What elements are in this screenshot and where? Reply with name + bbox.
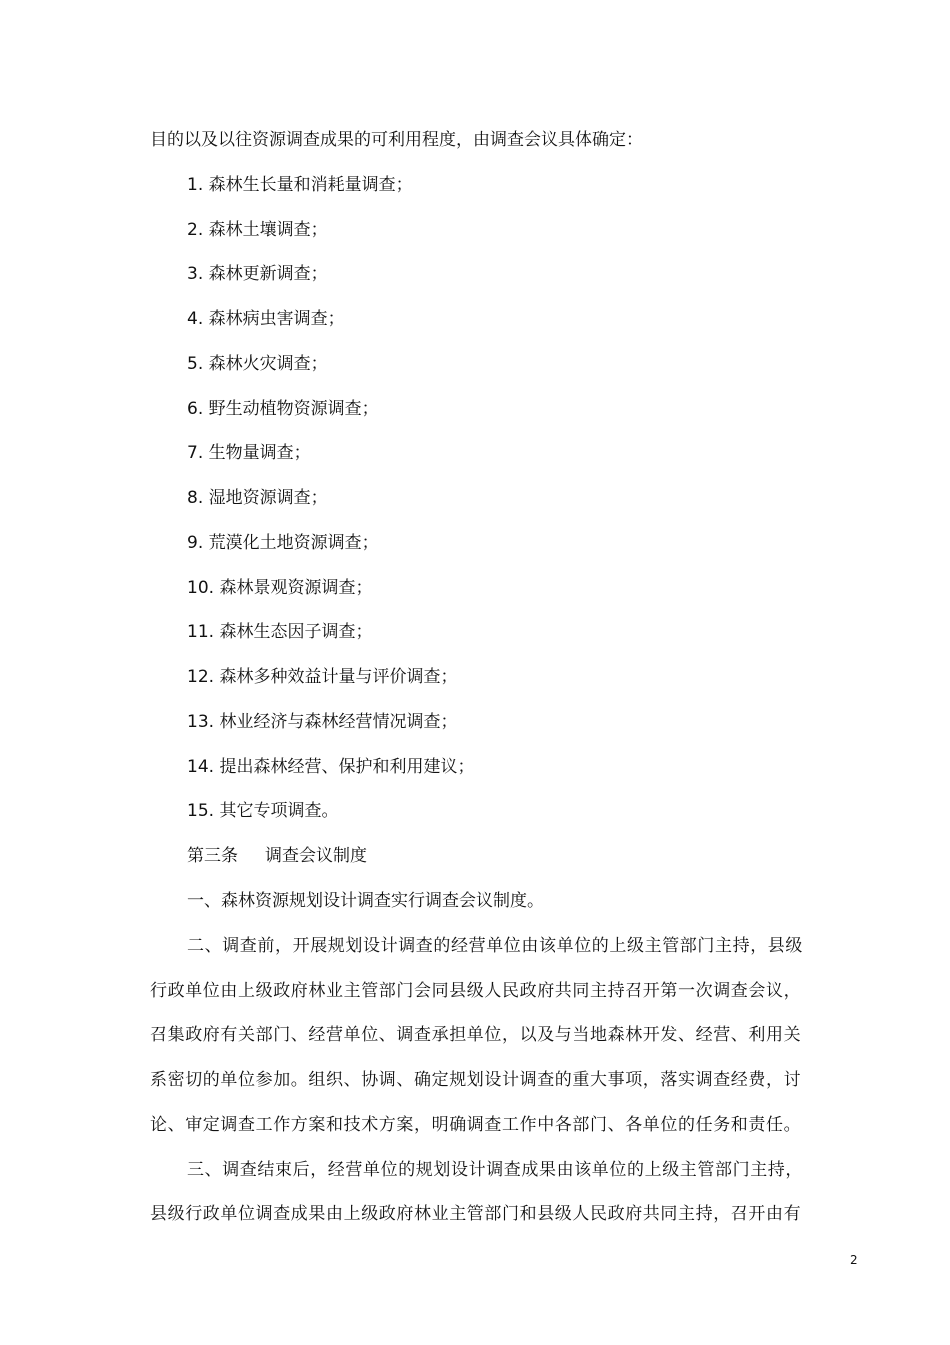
intro-line: 目的以及以往资源调查成果的可利用程度，由调查会议具体确定： — [150, 130, 643, 150]
list-item: 2. 森林土壤调查； — [187, 220, 328, 240]
list-item: 12. 森林多种效益计量与评价调查； — [187, 667, 458, 687]
paragraph-2-line: 行政单位由上级政府林业主管部门会同县级人民政府共同主持召开第一次调查会议， — [150, 981, 802, 1001]
list-item: 5. 森林火灾调查； — [187, 354, 328, 374]
list-item: 6. 野生动植物资源调查； — [187, 399, 379, 419]
list-item: 3. 森林更新调查； — [187, 264, 328, 284]
list-item: 9. 荒漠化土地资源调查； — [187, 533, 379, 553]
paragraph-2-line: 召集政府有关部门、经营单位、调查承担单位，以及与当地森林开发、经营、利用关 — [150, 1025, 802, 1045]
list-item: 8. 湿地资源调查； — [187, 488, 328, 508]
paragraph-2-line: 二、调查前，开展规划设计调查的经营单位由该单位的上级主管部门主持，县级 — [187, 936, 803, 956]
list-item: 11. 森林生态因子调查； — [187, 622, 373, 642]
list-item: 10. 森林景观资源调查； — [187, 578, 373, 598]
page-number: 2 — [850, 1253, 858, 1267]
paragraph-2-line: 系密切的单位参加。组织、协调、确定规划设计调查的重大事项，落实调查经费，讨 — [150, 1070, 802, 1090]
list-item: 7. 生物量调查； — [187, 443, 311, 463]
list-item: 4. 森林病虫害调查； — [187, 309, 345, 329]
article-heading: 第三条 调查会议制度 — [187, 846, 368, 866]
list-item: 1. 森林生长量和消耗量调查； — [187, 175, 413, 195]
list-item: 14. 提出森林经营、保护和利用建议； — [187, 757, 475, 777]
paragraph-3-line: 三、调查结束后，经营单位的规划设计调查成果由该单位的上级主管部门主持， — [187, 1160, 803, 1180]
paragraph-3-line: 县级行政单位调查成果由上级政府林业主管部门和县级人民政府共同主持，召开由有 — [150, 1204, 802, 1224]
list-item: 15. 其它专项调查。 — [187, 801, 339, 821]
list-item: 13. 林业经济与森林经营情况调查； — [187, 712, 458, 732]
paragraph-1: 一、森林资源规划设计调查实行调查会议制度。 — [187, 891, 544, 911]
paragraph-2-line: 论、审定调查工作方案和技术方案，明确调查工作中各部门、各单位的任务和责任。 — [150, 1115, 802, 1135]
